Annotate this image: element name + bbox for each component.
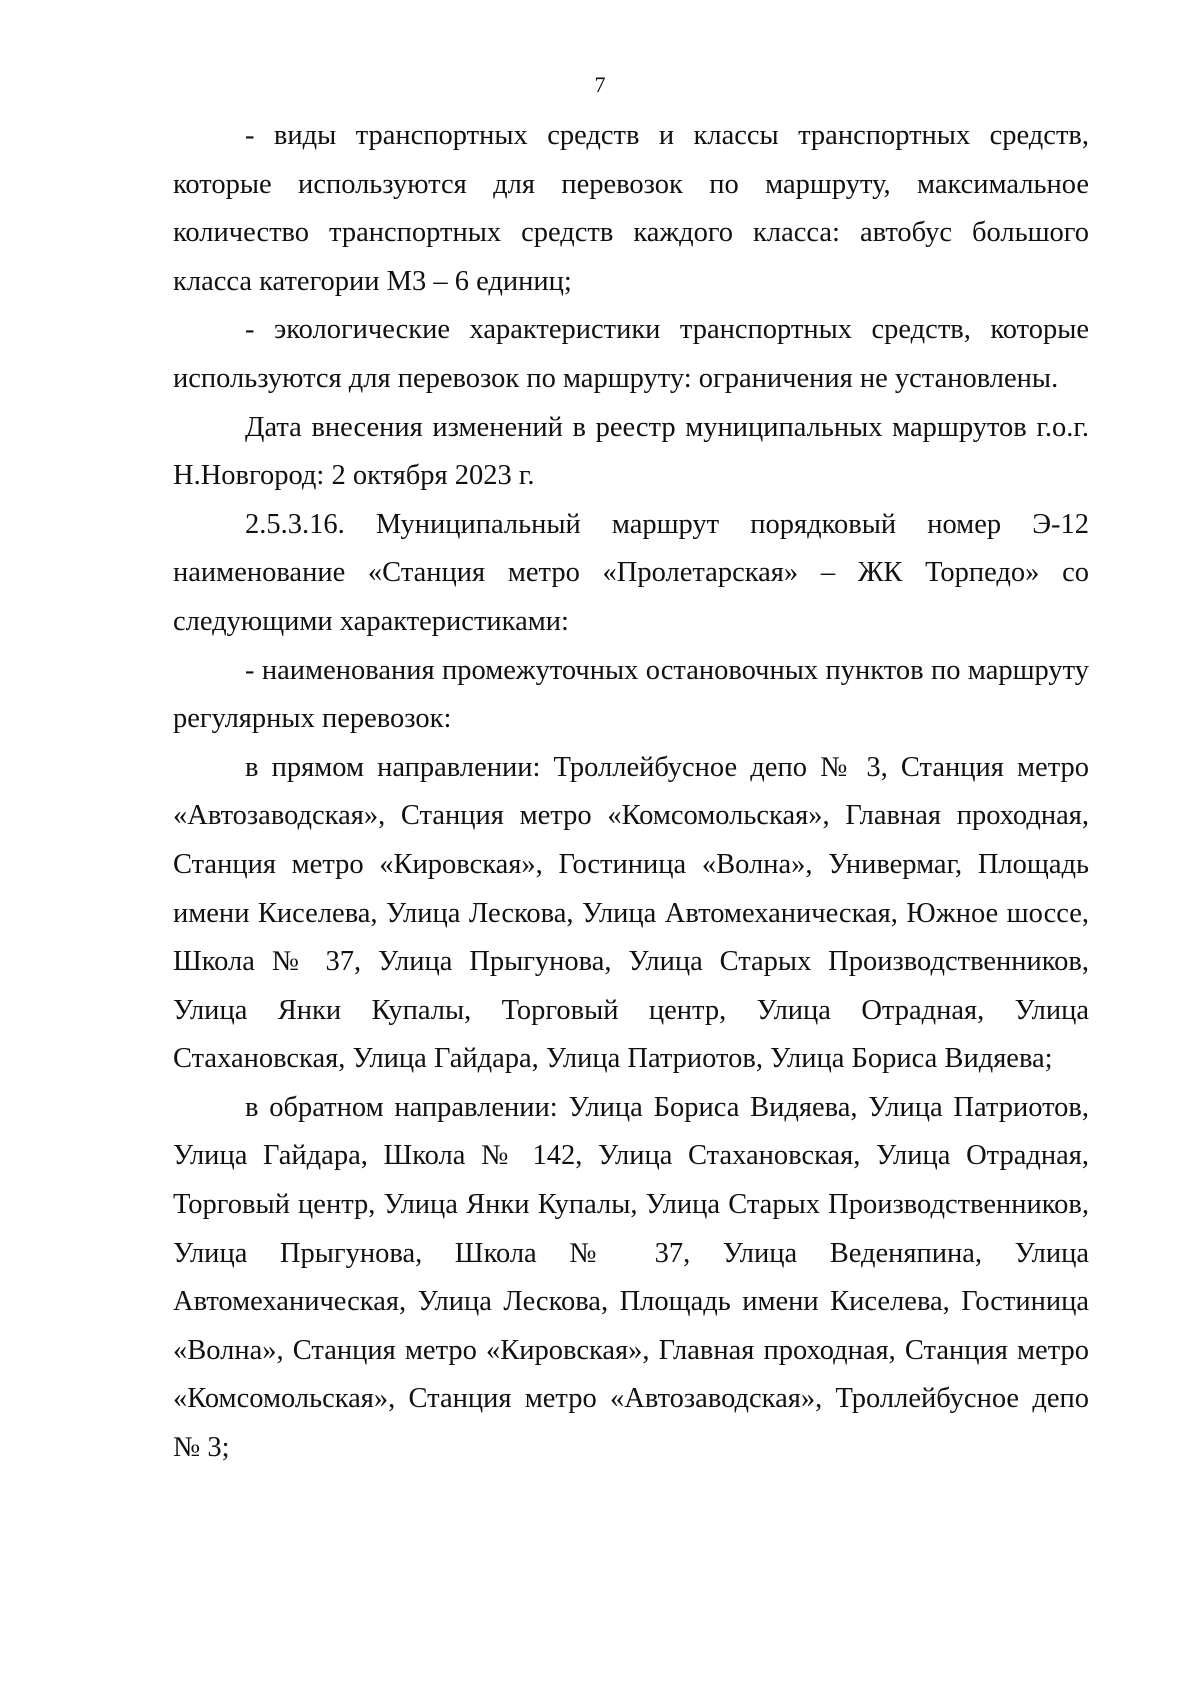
paragraph-ecological-characteristics: - экологические характеристики транспортных средств, которые используются для перевозок по маршруту: ограничения не установлены. — [173, 314, 1089, 394]
paragraph-forward-direction-stops: в прямом направлении: Троллейбусное депо № 3, Станция метро «Автозаводская», Станция метро «Комсомольская», Главная проходная, Станция метро «Кировская», Гостиница «Волна», Универмаг, Площадь имени Киселева, Улица Лескова, Улица Автомеханическая, Южное шоссе, Школа № 37, Улица Прыгунова, Улица Старых Производственников, Улица Янки Купалы, Торговый центр, Улица Отрадная, Улица Стахановская, Улица Гайдара, Улица Патриотов, Улица Бориса Видяева; — [173, 751, 1089, 1075]
paragraph-intermediate-stops-intro: - наименования промежуточных остановочных пунктов по маршруту регулярных перевозок: — [173, 654, 1089, 735]
paragraph-vehicle-types: - виды транспортных средств и классы транспортных средств, которые используются для перевозок по маршруту, максимальное количество транспортных средств каждого класса: автобус большого класса категории М3 – 6 единиц; — [173, 120, 1089, 297]
paragraph-reverse-direction-stops: в обратном направлении: Улица Бориса Видяева, Улица Патриотов, Улица Гайдара, Школа № 142, Улица Стахановская, Улица Отрадная, Торговый центр, Улица Янки Купалы, Улица Старых Производственников, Улица Прыгунова, Школа № 37, Улица Веденяпина, Улица Автомеханическая, Улица Лескова, Площадь имени Киселева, Гостиница «Волна», Станция метро «Кировская», Главная проходная, Станция метро «Комсомольская», Станция метро «Автозаводская», Троллейбусное депо № 3; — [173, 1091, 1089, 1464]
paragraph-registry-change-date: Дата внесения изменений в реестр муниципальных маршрутов г.о.г. Н.Новгород: 2 октября 2023 г. — [173, 411, 1089, 492]
paragraph-route-heading: 2.5.3.16. Муниципальный маршрут порядковый номер Э-12 наименование «Станция метро «Пролетарская» – ЖК Торпедо» со следующими характеристиками: — [173, 508, 1089, 637]
page-number: 7 — [594, 72, 606, 97]
document-body — [173, 112, 1089, 1473]
